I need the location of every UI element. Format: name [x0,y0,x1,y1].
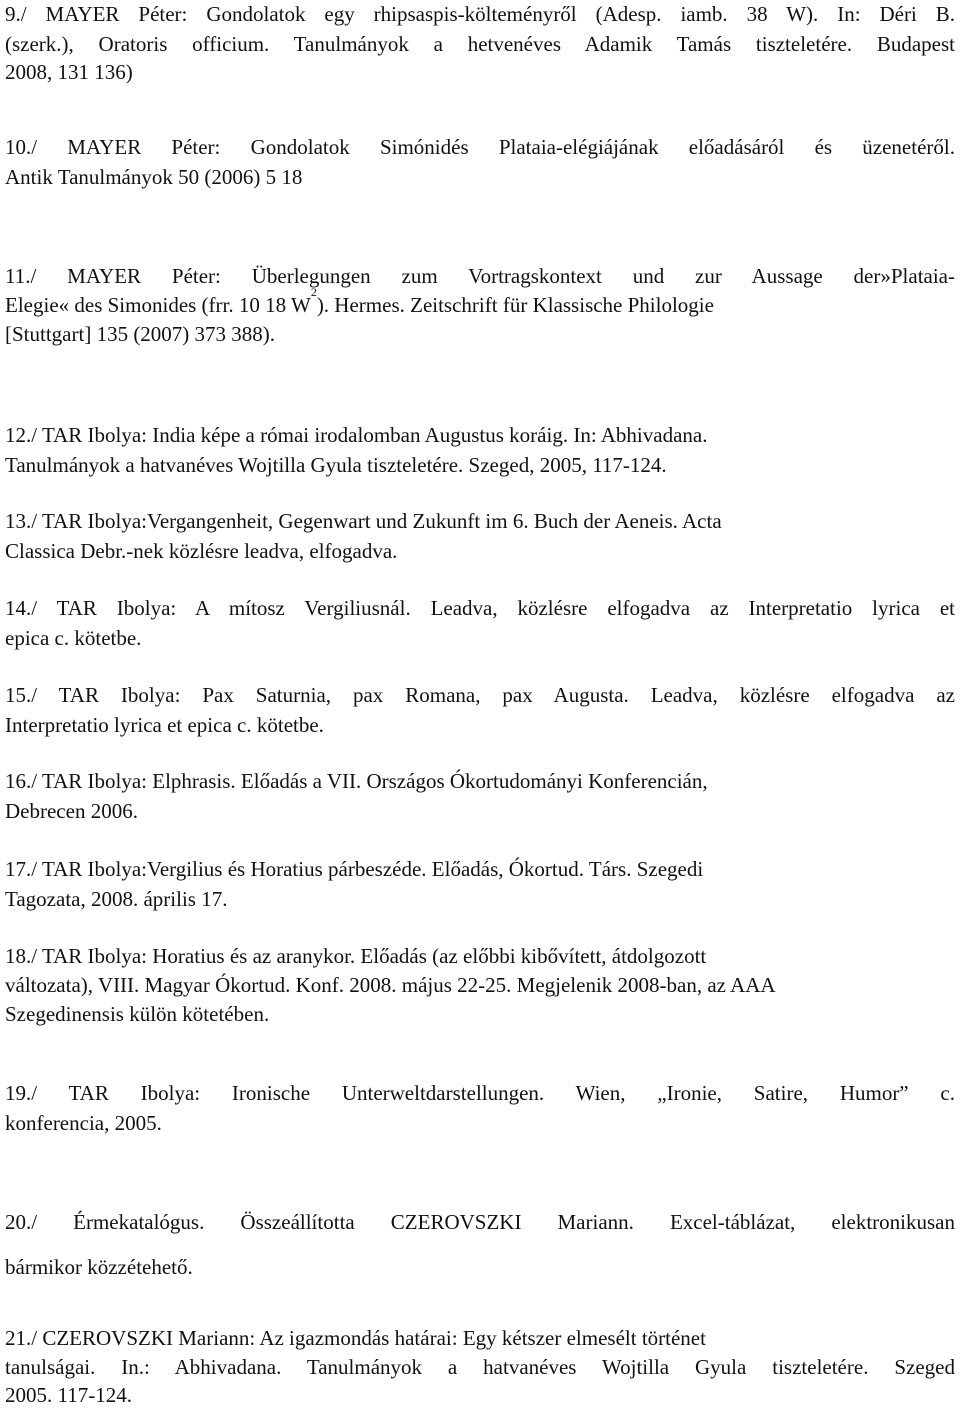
entry-14-line-2: epica c. kötetbe. [5,626,142,650]
entry-16-line-2: Debrecen 2006. [5,799,138,823]
entry-21-line-2: tanulságai. In.: Abhivadana. Tanulmányok a hatvanéves Wojtilla Gyula tiszteletére. Szeged [5,1355,955,1379]
entry-17-line-1: 17./ TAR Ibolya:Vergilius és Horatius párbeszéde. Előadás, Ókortud. Társ. Szegedi [5,857,704,881]
entry-20-line-1: 20./ Érmekatalógus. Összeállította CZEROVSZKI Mariann. Excel-táblázat, elektronikusan [5,1210,955,1234]
entry-15-line-1: 15./ TAR Ibolya: Pax Saturnia, pax Romana, pax Augusta. Leadva, közlésre elfogadva az [5,683,955,707]
entry-10-line-2: Antik Tanulmányok 50 (2006) 5 18 [5,165,303,189]
entry-10-line-1: 10./ MAYER Péter: Gondolatok Simónidés Plataia-elégiájának előadásáról és üzenetéről. [5,135,955,159]
entry-14-line-1: 14./ TAR Ibolya: A mítosz Vergiliusnál. Leadva, közlésre elfogadva az Interpretatio lyrica et [5,596,955,620]
entry-20-line-2: bármikor közzétehető. [5,1255,193,1279]
entry-21-line-3: 2005. 117-124. [5,1383,132,1407]
entry-11-line-2-text: Elegie« des Simonides (frr. 10 18 W [5,293,311,317]
entry-11-line-1: 11./ MAYER Péter: Überlegungen zum Vortragskontext und zur Aussage der»Plataia- [5,264,955,288]
entry-18-line-1: 18./ TAR Ibolya: Horatius és az aranykor. Előadás (az előbbi kibővített, átdolgozott [5,944,707,968]
entry-21-line-1: 21./ CZEROVSZKI Mariann: Az igazmondás határai: Egy kétszer elmesélt történet [5,1326,706,1350]
entry-11-line-2-tail: ). Hermes. Zeitschrift für Klassische Philologie [316,293,714,317]
entry-15-line-2: Interpretatio lyrica et epica c. kötetbe. [5,713,324,737]
entry-11-line-3: [Stuttgart] 135 (2007) 373 388). [5,322,276,346]
entry-11-line-2 [5,285,714,319]
entry-17-line-2: Tagozata, 2008. április 17. [5,887,228,911]
entry-16-line-1: 16./ TAR Ibolya: Elphrasis. Előadás a VII. Országos Ókortudományi Konferencián, [5,769,708,793]
entry-13-line-2: Classica Debr.-nek közlésre leadva, elfogadva. [5,539,398,563]
entry-19-line-2: konferencia, 2005. [5,1111,162,1135]
entry-12-line-1: 12./ TAR Ibolya: India képe a római irodalomban Augustus koráig. In: Abhivadana. [5,423,708,447]
entry-18-line-3: Szegedinensis külön kötetében. [5,1002,270,1026]
entry-13-line-1: 13./ TAR Ibolya:Vergangenheit, Gegenwart und Zukunft im 6. Buch der Aeneis. Acta [5,509,722,533]
superscript: 2 [310,285,317,299]
entry-9-line-3: 2008, 131 136) [5,60,133,84]
entry-18-line-2: változata), VIII. Magyar Ókortud. Konf. 2008. május 22-25. Megjelenik 2008-ban, az AAA [5,973,776,997]
entry-19-line-1: 19./ TAR Ibolya: Ironische Unterweltdarstellungen. Wien, „Ironie, Satire, Humor” c. [5,1081,955,1105]
entry-12-line-2: Tanulmányok a hatvanéves Wojtilla Gyula tiszteletére. Szeged, 2005, 117-124. [5,453,667,477]
entry-9-line-2: (szerk.), Oratoris officium. Tanulmányok a hetvenéves Adamik Tamás tiszteletére. Budapest [5,32,955,56]
entry-9-line-1: 9./ MAYER Péter: Gondolatok egy rhipsaspis-költeményről (Adesp. iamb. 38 W). In: Déri B. [5,2,955,26]
